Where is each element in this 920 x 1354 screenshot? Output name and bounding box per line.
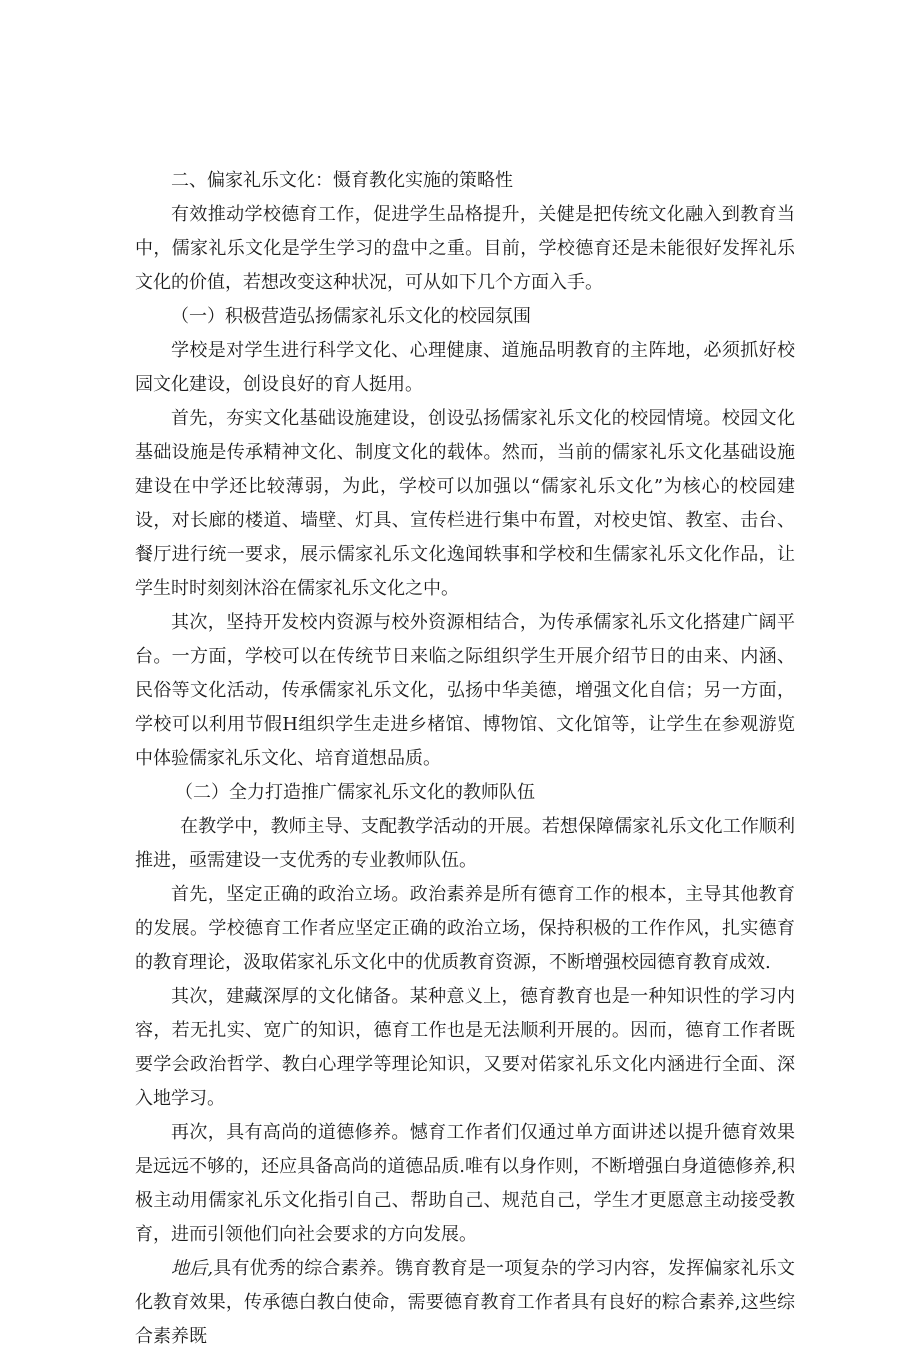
section-heading: 二、偏家礼乐文化：慑育教化实施的策略性	[171, 170, 513, 191]
paragraph: 再次，具有高尚的道德修养。憾育工作者们仅通过单方面讲述以提升德育效果是远远不够的，还应具备高尚的道德品质.唯有以身作则，不断增强白身道德修养,积极主动用儒家礼乐文化指引自己、帮助自己、规范自己，学生才更愿意主动接受教育，进而引领他们向社会要求的方向发展。	[135, 1122, 795, 1245]
paragraph: 首先，夯实文化基础设施建设，创设弘扬儒家礼乐文化的校园情境。校园文化基础设施是传承精神文化、制度文化的载体。然而，当前的儒家礼乐文化基础设施建设在中学还比较薄弱，为此，学校可以加强以“儒家礼乐文化”为核心的校园建设，对长廊的楼道、墙壁、灯具、宣传栏进行集中布置，对校史馆、教室、击台、餐厅进行统一要求，展示儒家礼乐文化逸闻轶事和学校和生儒家礼乐文化作品，让学生时时刻刻沐浴在儒家礼乐文化之中。	[135, 408, 795, 599]
paragraph: 学校是对学生进行科学文化、心理健康、道施品明教育的主阵地，必须抓好校园文化建设，创设良好的育人挺用。	[135, 340, 795, 395]
paragraph-text: 具有优秀的综合素养。镌育教育是一项复杂的学习内容，发挥偏家礼乐文化教育效果，传承德白教白使命，需要德育教育工作者具有良好的粽合素养,这些综合素养既	[135, 1258, 795, 1347]
document-body	[135, 164, 795, 1354]
paragraph: 其次，建藏深厚的文化储备。某种意义上，德育教育也是一种知识性的学习内容，若无扎实、宽广的知识，德育工作也是无法顺利开展的。因而，德育工作者既要学会政治哲学、教白心理学等理论知识，又要对偌家礼乐文化内涵进行全面、深入地学习。	[135, 986, 795, 1109]
subsection-title-2: （二）全力打造推广儒家礼乐文化的教师队伍	[175, 782, 535, 803]
paragraph	[135, 1252, 795, 1354]
intro-paragraph: 有效推动学校德育工作，促进学生品格提升，关健是把传统文化融入到教育当中，儒家礼乐文化是学生学习的盘中之重。目前，学校德育还是未能很好发挥礼乐文化的价值，若想改变这种状况，可从如下几个方面入手。	[135, 204, 795, 293]
paragraph: 首先，坚定正确的政治立场。政治素养是所有德育工作的根本，主导其他教育的发展。学校德育工作者应坚定正确的政治立场，保持积极的工作作风，扎实德育的教育理论，汲取偌家礼乐文化中的优质教育资源，不断增强校园德育教育成效.	[135, 884, 795, 973]
paragraph: 其次，坚持开发校内资源与校外资源相结合，为传承儒家礼乐文化搭建广阔平台。一方面，学校可以在传统节日来临之际组织学生开展介绍节日的由来、内涵、民俗等文化活动，传承儒家礼乐文化，弘扬中华美德，增强文化自信；另一方面，学校可以利用节假H组织学生走进乡楮馆、博物馆、文化馆等，让学生在参观游览中体验儒家礼乐文化、培育道想品质。	[135, 612, 795, 769]
paragraph-lead: 地后,	[171, 1258, 214, 1279]
paragraph: 在教学中，教师主导、支配教学活动的开展。若想保障儒家礼乐文化工作顺利推进，亟需建设一支优秀的专业教师队伍。	[135, 816, 795, 871]
subsection-title-1: （一）积极营造弘扬儒家礼乐文化的校园氛围	[171, 306, 531, 327]
